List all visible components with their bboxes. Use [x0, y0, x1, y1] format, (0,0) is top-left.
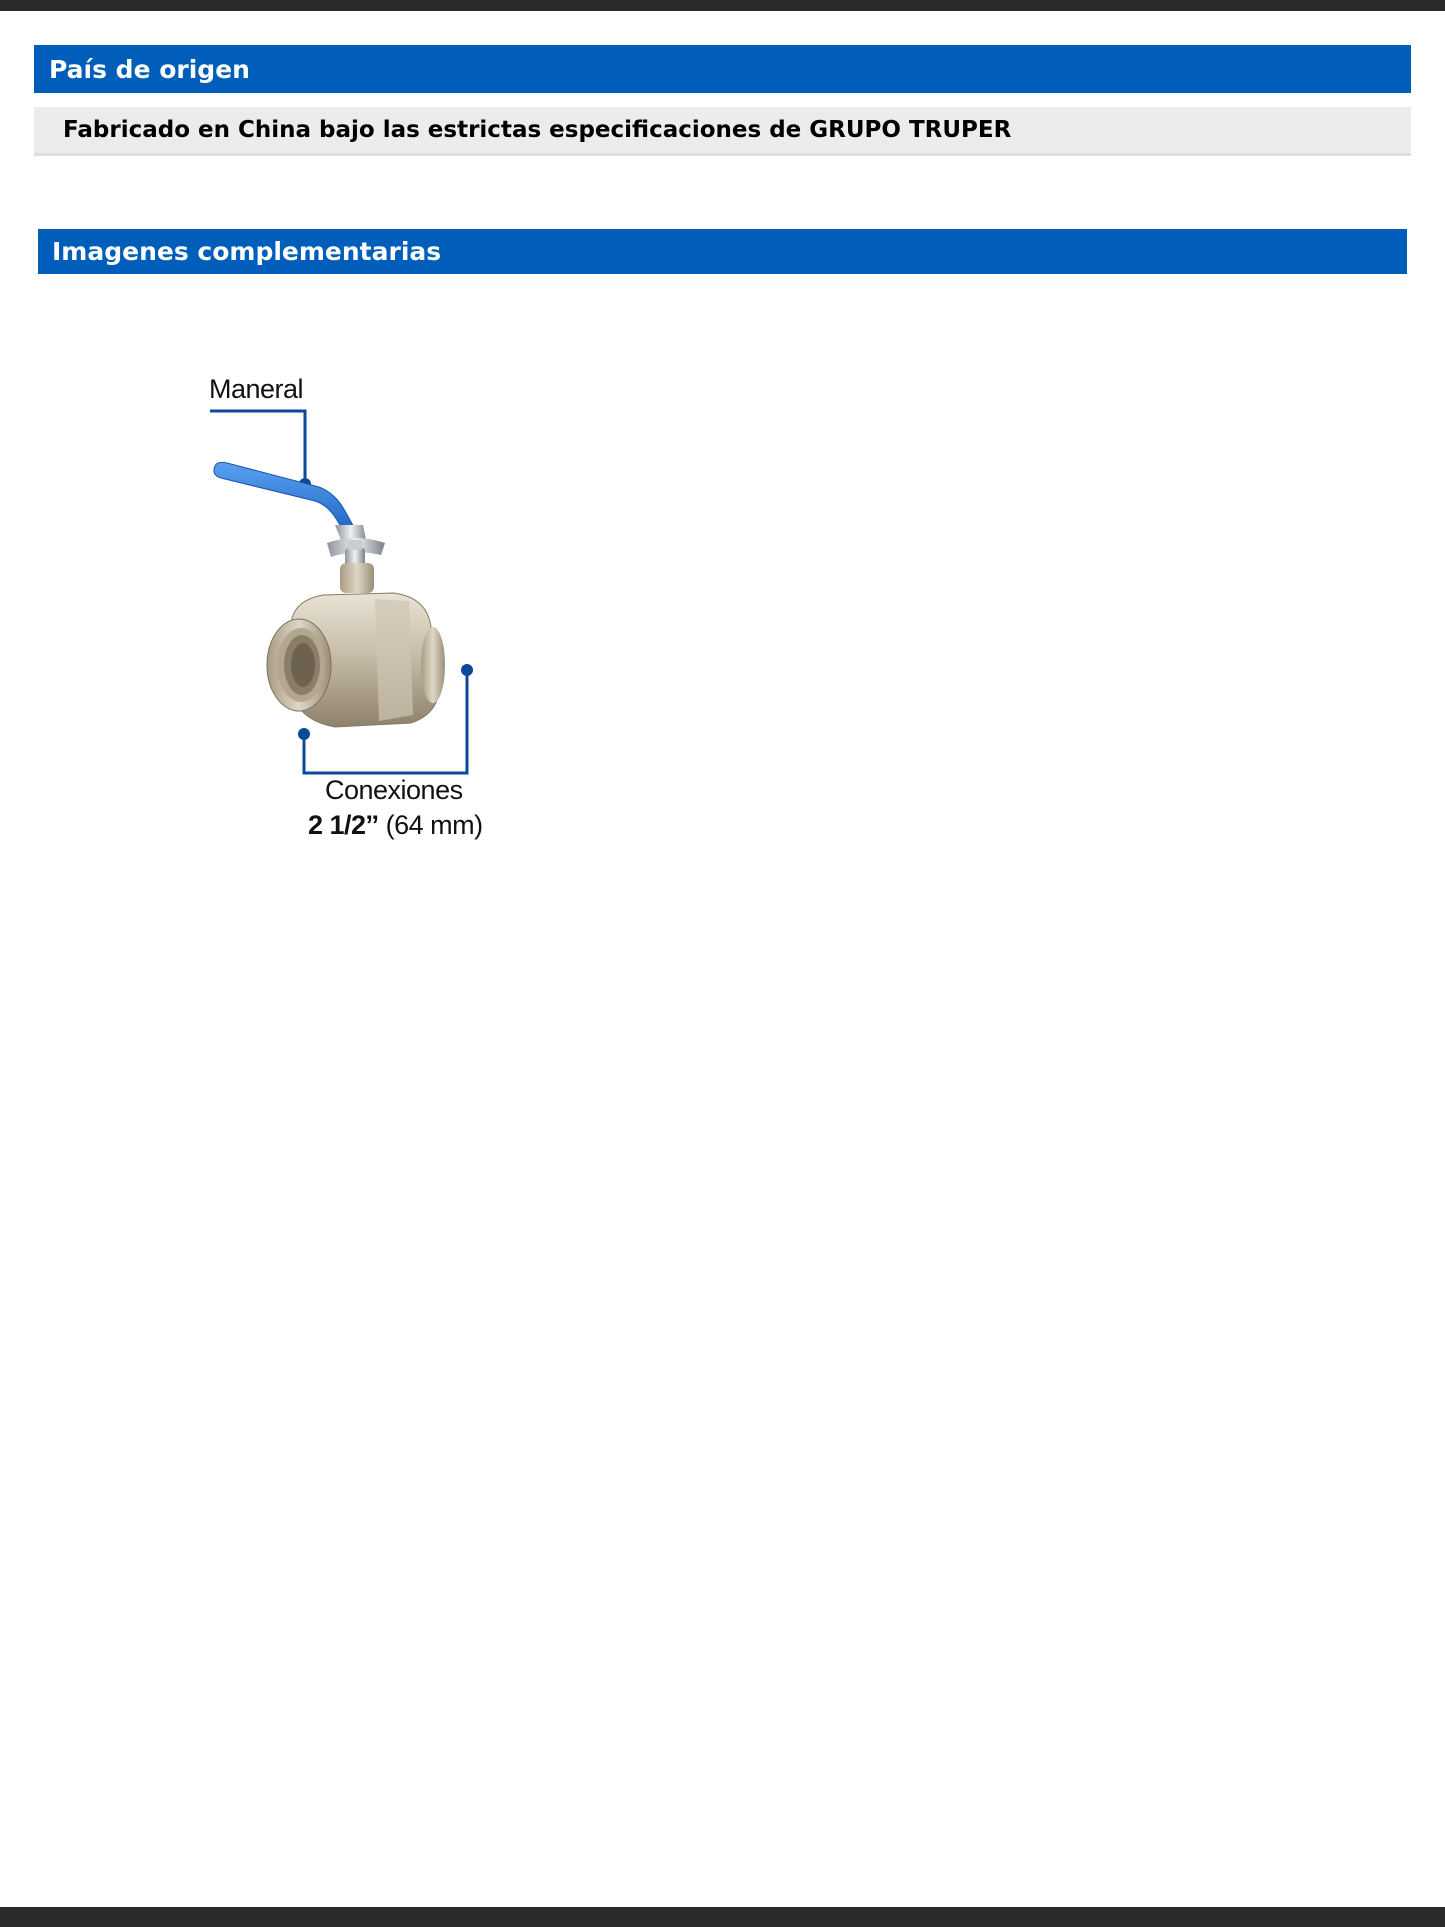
size-mm: (64 mm): [385, 810, 483, 840]
origin-row: [34, 107, 1411, 156]
section-header-origin: [34, 45, 1411, 93]
section-title-origin: País de origen: [49, 54, 250, 84]
top-border: [0, 0, 1445, 11]
callout-size: [308, 810, 483, 841]
section-header-images: [38, 229, 1407, 274]
callout-handle: Maneral: [209, 374, 304, 404]
callout-connections: Conexiones: [325, 775, 463, 805]
section-title-images: Imagenes complementarias: [52, 237, 442, 266]
bottom-border: [0, 1907, 1445, 1927]
size-inches: 2 1/2’’: [308, 810, 379, 840]
origin-text: Fabricado en China bajo las estrictas especificaciones de GRUPO TRUPER: [63, 117, 1012, 143]
valve-figure: [195, 365, 495, 855]
